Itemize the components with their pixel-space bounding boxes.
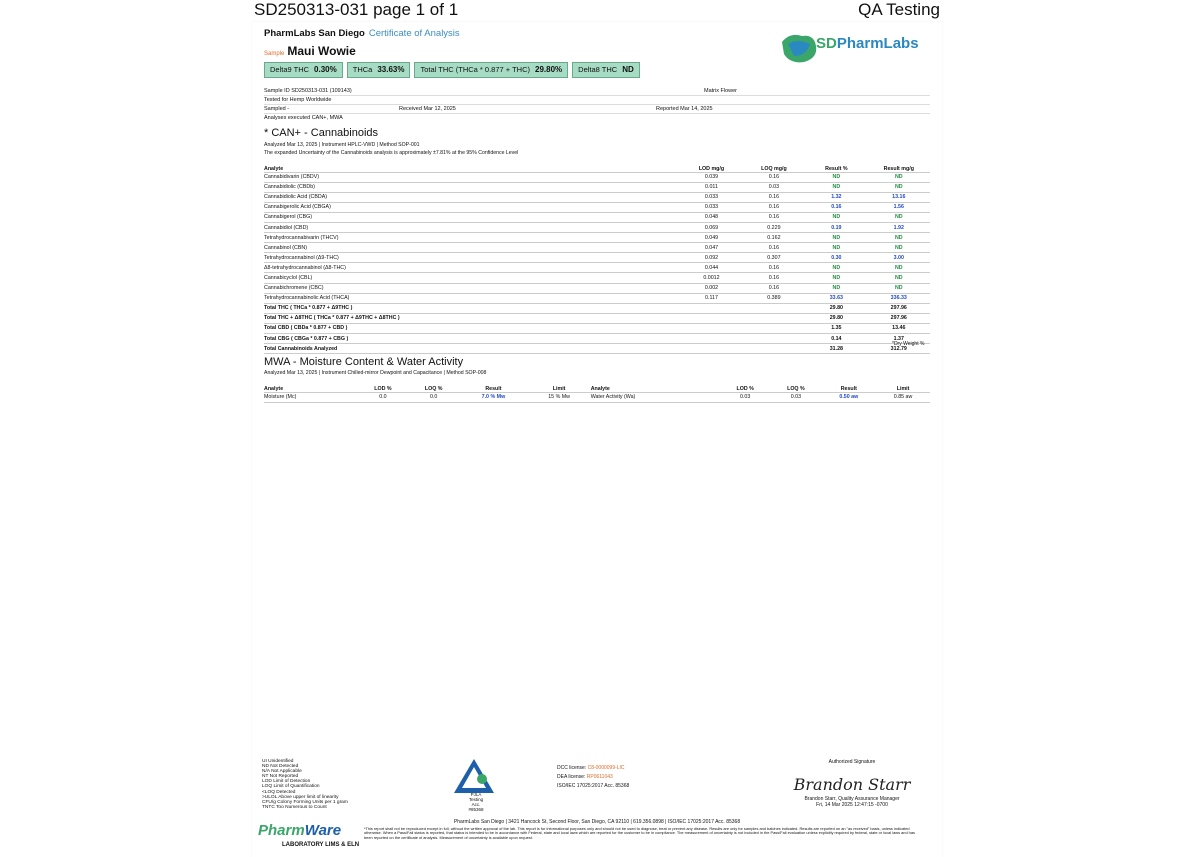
potency-badges <box>264 62 640 78</box>
abbreviation-legend <box>262 759 348 810</box>
legend-item: ND Not Detected <box>262 764 299 770</box>
licenses: DCC license: C8-0000099-LIC DEA license: RP0611043 ISO/IEC 17025:2017 Acc. 85368 <box>557 765 630 789</box>
page-header-right: QA Testing <box>858 0 940 19</box>
legend-item: <LOQ Detected <box>262 789 296 795</box>
dry-weight-note: *Dry Weight % <box>892 341 925 347</box>
col-result-pct: Result % <box>805 158 867 172</box>
sample-value: Maui Wowie <box>287 44 356 58</box>
badge-thca: THCa 33.63% <box>347 62 411 78</box>
can-uncertainty: The expanded Uncertainty of the Cannabinoids analysis is approximately ±7.81% at the 95% Confidence Level <box>264 150 519 156</box>
logo-text: SDPharmLabs <box>816 35 919 52</box>
cannabinoid-row: Tetrahydrocannabinolic Acid (THCA) 0.117 0.389 33.63 336.33 <box>264 293 930 303</box>
lab-header <box>264 28 460 39</box>
can-analyzed: Analyzed Mar 13, 2025 | Instrument HPLC-VWD | Method SOP-001 <box>264 142 420 148</box>
received: Received Mar 12, 2025 <box>399 106 456 112</box>
mwa-table: Analyte LOD % LOQ % Result Limit Analyte LOD % LOQ % Result Limit Moisture (Mc) 0.0 0.0 7.0 % Mw 15 % Mw Water Activity (Wa) 0.03 0.03 0.50 aw 0.85 aw <box>264 378 930 403</box>
cannabinoid-row: Tetrahydrocannabinol (Δ9-THC) 0.092 0.307 0.30 3.00 <box>264 253 930 263</box>
matrix: Matrix Flower <box>704 88 738 94</box>
legend-item: TNTC Too Numerous to Count <box>262 804 327 810</box>
legend-item: >ULOL Above upper limit of linearity <box>262 794 339 800</box>
badge-delta8: Delta8 THC ND <box>572 62 640 78</box>
pharmware-logo: PharmWare <box>258 822 342 839</box>
reported: Reported Mar 14, 2025 <box>656 106 713 112</box>
pjla-label: PJLA Testing Acc. #85368 <box>468 792 484 812</box>
mwa-title: MWA - Moisture Content & Water Activity <box>264 356 464 368</box>
cannabinoid-row: Cannabicyclol (CBL) 0.0012 0.16 ND ND <box>264 273 930 283</box>
total-row: Total CBD ( CBDa * 0.877 + CBD ) 1.35 13.46 <box>264 323 930 333</box>
cannabinoids-table <box>264 158 930 354</box>
legend-item: LOQ Limit of Quantification <box>262 784 320 790</box>
sample-name <box>264 44 356 58</box>
sample-label: Sample <box>264 51 285 57</box>
analyses: Analyses executed CAN+, MWA <box>264 115 343 121</box>
pharmware-sub: LABORATORY LIMS & ELN <box>282 842 360 848</box>
legend-item: CFU/g Colony Forming Units per 1 gram <box>262 799 348 805</box>
cannabinoid-row: Cannabidiol (CBD) 0.069 0.229 0.19 1.92 <box>264 222 930 232</box>
footer-disclaimer: *This report shall not be reproduced except in full, without the written approval of the lab. This report is for informational purposes only and should not be used to diagnose, treat or prevent any disease. Results are only for samples and batches indicated. Results are reported on an "as received" basis, unless indicated otherwise. When a Pass/Fail status is reported, that status is intended to be in accordance with Federal, state and local laws which are reported for the customer to be in compliance. The measurement of uncertainty is not included in the Pass/Fail evaluation unless explicitly required by federal, state or local laws and has been reported on the certificate of analysis. Measurement of uncertainty is available upon request. <box>364 826 915 840</box>
can-title: * CAN+ - Cannabinoids <box>264 127 379 139</box>
cannabinoid-row: Cannabichromene (CBC) 0.002 0.16 ND ND <box>264 283 930 293</box>
signature-block: Authorized Signature Brandon Starr Brandon Starr, Quality Assurance Manager Fri, 14 Mar 2025 12:47:15 -0700 <box>787 759 917 808</box>
coa-label: Certificate of Analysis <box>368 28 460 39</box>
cannabinoid-row: Cannabidiolic (CBDb) 0.011 0.03 ND ND <box>264 182 930 192</box>
mwa-analyzed: Analyzed Mar 13, 2025 | Instrument Chilled-mirror Dewpoint and Capacitance | Method SOP-008 <box>264 370 487 376</box>
mwa-row: Moisture (Mc) 0.0 0.0 7.0 % Mw 15 % Mw Water Activity (Wa) 0.03 0.03 0.50 aw 0.85 aw <box>264 392 930 402</box>
total-row: Total Cannabinoids Analyzed 31.28 312.79 <box>264 344 930 354</box>
cannabinoid-row: Cannabinol (CBN) 0.047 0.16 ND ND <box>264 243 930 253</box>
lab-name: PharmLabs San Diego <box>264 28 365 39</box>
cannabinoid-row: Cannabigerol (CBG) 0.048 0.16 ND ND <box>264 212 930 222</box>
legend-item: UI Unidentified <box>262 759 294 764</box>
badge-delta9: Delta9 THC 0.30% <box>264 62 343 78</box>
legend-item: NT Not Reported <box>262 774 299 780</box>
sample-id: Sample ID SD250313-031 (109143) <box>264 88 352 94</box>
col-lod: LOD mg/g <box>680 158 742 172</box>
legend-item: N/A Not Applicable <box>262 769 302 775</box>
col-loq: LOQ mg/g <box>743 158 805 172</box>
cannabinoid-row: Cannabidivarin (CBDV) 0.039 0.16 ND ND <box>264 172 930 182</box>
total-row: Total THC + Δ8THC ( THCa * 0.877 + Δ9THC + Δ8THC ) 29.80 297.96 <box>264 313 930 323</box>
cannabinoid-row: Cannabigerolic Acid (CBGA) 0.033 0.16 0.16 1.56 <box>264 202 930 212</box>
col-analyte: Analyte <box>264 158 680 172</box>
col-result-mg: Result mg/g <box>868 158 930 172</box>
page-title: SD250313-031 page 1 of 1 <box>254 0 459 19</box>
badge-total-thc: Total THC (THCa * 0.877 + THC) 29.80% <box>414 62 568 78</box>
tested-for: Tested for Hemp Worldwide <box>264 97 332 103</box>
signature-image: Brandon Starr <box>793 775 911 794</box>
coa-document <box>252 22 942 857</box>
sampled: Sampled - <box>264 106 290 112</box>
cannabinoid-row: Tetrahydrocannabivarin (THCV) 0.049 0.162 ND ND <box>264 233 930 243</box>
legend-item: LOD Limit of Detection <box>262 779 311 785</box>
total-row: Total THC ( THCa * 0.877 + Δ9THC ) 29.80 297.96 <box>264 303 930 313</box>
cannabinoid-row: Cannabidiolic Acid (CBDA) 0.033 0.16 1.32 13.16 <box>264 192 930 202</box>
footer-address: PharmLabs San Diego | 3421 Hancock St, Second Floor, San Diego, CA 92110 | 619.356.0898 | ISO/IEC 17025:2017 Acc. 85368 <box>453 819 741 825</box>
cannabinoid-row: Δ8-tetrahydrocannabinol (Δ8-THC) 0.044 0.16 ND ND <box>264 263 930 273</box>
total-row: Total CBG ( CBGa * 0.877 + CBG ) 0.14 1.37 <box>264 334 930 344</box>
sample-info <box>264 87 930 122</box>
